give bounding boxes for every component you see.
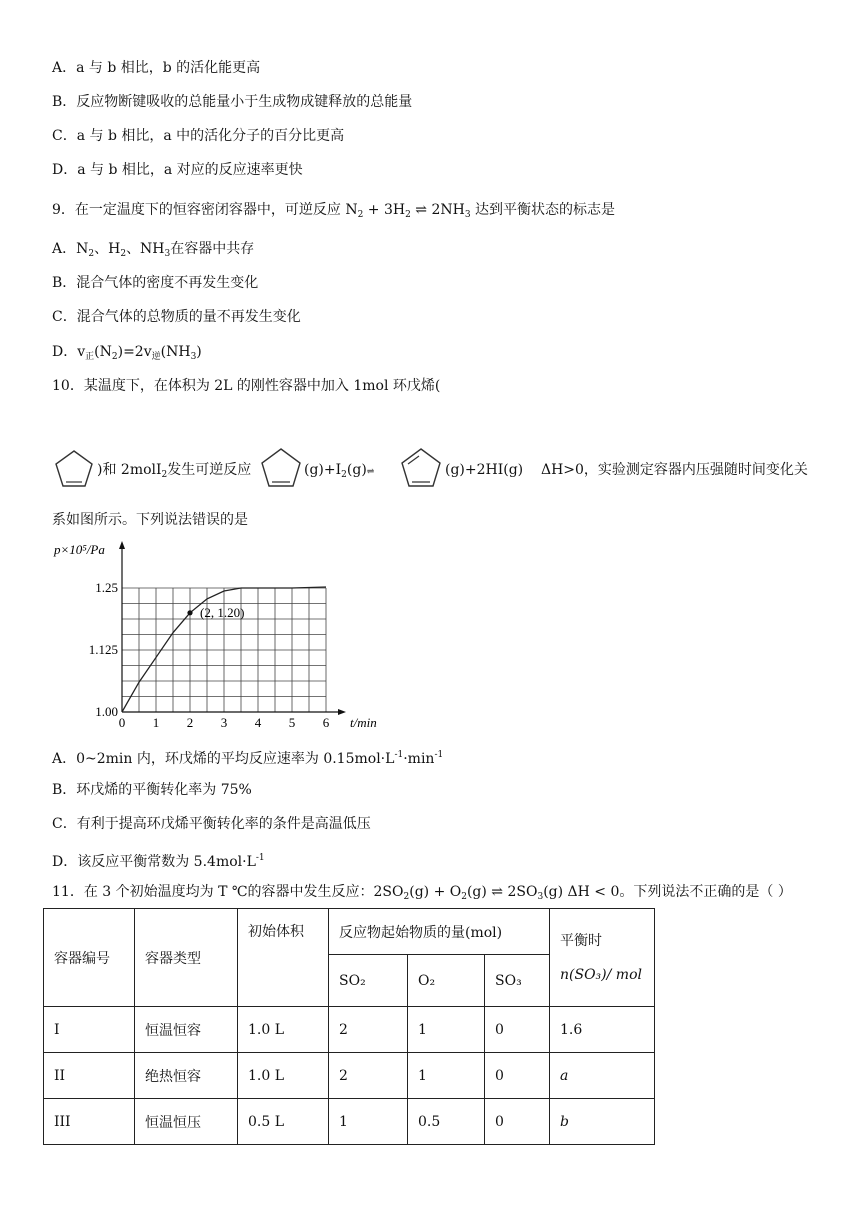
annotation-label: (2, 1.20) <box>200 604 245 620</box>
header-initial-volume: 初始体积 <box>238 909 329 1007</box>
x-tick-label: 6 <box>322 715 330 730</box>
header-so3: SO₃ <box>485 955 550 1007</box>
x-tick-label: 5 <box>288 715 296 730</box>
q10-option-b: B．环戊烯的平衡转化率为 75% <box>52 782 252 798</box>
header-start-amount: 反应物起始物质的量(mol) <box>329 909 550 955</box>
cyclopentadiene-structure <box>398 446 444 490</box>
header-equilibrium: 平衡时 n(SO₃)/ mol <box>550 909 655 1007</box>
table-row: I 恒温恒容 1.0 L 2 1 0 1.6 <box>44 1007 655 1053</box>
q10-stem-line2-c: (g)+2HI(g) ΔH>0，实验测定容器内压强随时间变化关 <box>445 462 808 478</box>
y-tick-label: 1.25 <box>95 580 118 595</box>
header-o2: O₂ <box>408 955 485 1007</box>
header-container-id: 容器编号 <box>44 909 135 1007</box>
q9-option-c: C．混合气体的总物质的量不再发生变化 <box>52 309 301 325</box>
x-axis-arrow <box>338 709 346 715</box>
q8-option-b: B．反应物断键吸收的总能量小于生成物成键释放的总能量 <box>52 94 413 110</box>
q10-stem-line2-a: )和 2molI$_2$发生可逆反应 <box>97 462 252 480</box>
container-table <box>43 908 655 1145</box>
y-axis-arrow <box>119 541 125 549</box>
header-so2: SO₂ <box>329 955 408 1007</box>
x-tick-label: 0 <box>118 715 126 730</box>
q11-stem: 11．在 3 个初始温度均为 T ℃的容器中发生反应：$2SO_2(g) + O_2(g)$ ⇌ $2SO_3(g) \Delta H < 0$。下列说法不正确的是（ ） <box>52 884 792 902</box>
x-tick-label: 1 <box>152 715 160 730</box>
q10-option-c: C．有利于提高环戊烯平衡转化率的条件是高温低压 <box>52 816 371 832</box>
equilibrium-arrow: ⇌ <box>366 467 375 477</box>
q8-option-c: C．a 与 b 相比，a 中的活化分子的百分比更高 <box>52 128 345 144</box>
x-tick-label: 3 <box>220 715 228 730</box>
cyclopentene-structure-2 <box>258 446 304 490</box>
x-tick-label: 4 <box>254 715 262 730</box>
y-axis-label: p×10⁵/Pa <box>54 542 105 557</box>
table-row: II 绝热恒容 1.0 L 2 1 0 a <box>44 1053 655 1099</box>
q9-stem: 9．在一定温度下的恒容密闭容器中，可逆反应 $N_2 + 3H_2$ ⇌ $2NH_3$ 达到平衡状态的标志是 <box>52 202 616 220</box>
q9-option-b: B．混合气体的密度不再发生变化 <box>52 275 259 291</box>
q10-stem-line2-b: $(g)+I_2(g)\rightleftharpoons$ <box>304 462 375 480</box>
q9-option-a: A．$N_2$、$H_2$、$NH_3$在容器中共存 <box>52 241 255 259</box>
y-tick-label: 1.00 <box>95 704 118 719</box>
y-tick-label: 1.125 <box>88 642 118 657</box>
q8-option-a: A．a 与 b 相比，b 的活化能更高 <box>52 60 261 76</box>
x-tick-label: 2 <box>186 715 194 730</box>
pressure-time-chart <box>52 536 392 736</box>
q9-option-d: D．$v_正(N_2)=2v_逆(NH_3)$ <box>52 344 202 362</box>
q10-stem-line3: 系如图所示。下列说法错误的是 <box>52 512 248 528</box>
table-row: III 恒温恒压 0.5 L 1 0.5 0 b <box>44 1099 655 1145</box>
header-container-type: 容器类型 <box>135 909 238 1007</box>
q10-option-a: A．0~2min 内，环戊烯的平均反应速率为 $0.15mol\cdot L^{-1}\cdot\min^{-1}$ <box>52 750 444 767</box>
q10-option-d: D．该反应平衡常数为 $5.4mol\cdot L^{-1}$ <box>52 853 265 870</box>
chart-axes <box>119 541 346 715</box>
annotation-point <box>187 610 192 615</box>
q10-stem-line1: 10．某温度下，在体积为 2L 的刚性容器中加入 1mol 环戊烯( <box>52 378 441 394</box>
x-axis-label: t/min <box>350 715 377 730</box>
cyclopentene-structure-1 <box>52 448 96 490</box>
q8-option-d: D．a 与 b 相比，a 对应的反应速率更快 <box>52 162 303 178</box>
